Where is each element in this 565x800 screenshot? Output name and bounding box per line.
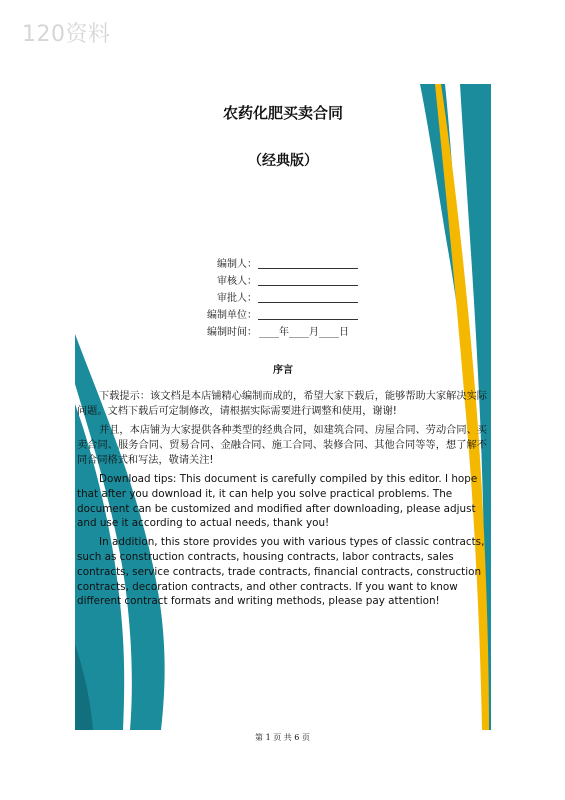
- signature-fields: [203, 256, 358, 341]
- paragraph-download-tip-en: Download tips: This document is carefully compiled by this editor. I hope that after you download it, it can help you solve practical problems. The document can be customized and modified after downloading, please adjust and use it according to actual needs, thank you!: [77, 473, 478, 530]
- field-organization: [203, 307, 358, 324]
- field-label: 审核人：: [217, 276, 257, 287]
- document-page: [75, 84, 491, 730]
- paragraph-contract-types-cn: 并且，本店铺为大家提供各种类型的经典合同，如建筑合同、房屋合同、劳动合同、买卖合同、服务合同、贸易合同、金融合同、施工合同、装修合同、其他合同等等，想了解不同合同格式和写法，敬请关注!: [77, 425, 487, 466]
- field-label: 审批人：: [217, 293, 257, 304]
- paragraph-download-tip-cn: 下载提示：该文档是本店铺精心编制而成的，希望大家下载后，能够帮助大家解决实际问题。文档下载后可定制修改，请根据实际需要进行调整和使用，谢谢!: [77, 391, 487, 417]
- watermark-text: 120资料: [22, 22, 111, 47]
- blank-line: [258, 274, 358, 286]
- paragraph-contract-types-en: In addition, this store provides you with various types of classic contracts, such as construction contracts, housing contracts, labor contracts, sales contracts, service contracts, trade contracts, financial contracts, construction contracts, decoration contracts, and other contracts. If you want to know different contract formats and writing methods, please pay attention!: [77, 536, 485, 608]
- blank-line: [258, 291, 358, 303]
- document-title: 农药化肥买卖合同: [222, 104, 343, 122]
- field-compiler: [203, 256, 358, 273]
- field-label: 编制人：: [217, 259, 257, 270]
- blank-line: [258, 308, 358, 320]
- field-approver: [203, 290, 358, 307]
- page-footer: 第 1 页 共 6 页: [255, 733, 310, 742]
- preface-heading: 序言: [273, 365, 293, 376]
- field-reviewer: [203, 273, 358, 290]
- field-label: 编制单位：: [207, 310, 257, 321]
- document-subtitle: （经典版）: [248, 153, 318, 169]
- document-body: [77, 389, 487, 613]
- field-date: [203, 324, 358, 341]
- field-label: 编制时间：: [207, 327, 257, 338]
- date-template: ____年____月____日: [259, 327, 349, 338]
- blank-line: [258, 257, 358, 269]
